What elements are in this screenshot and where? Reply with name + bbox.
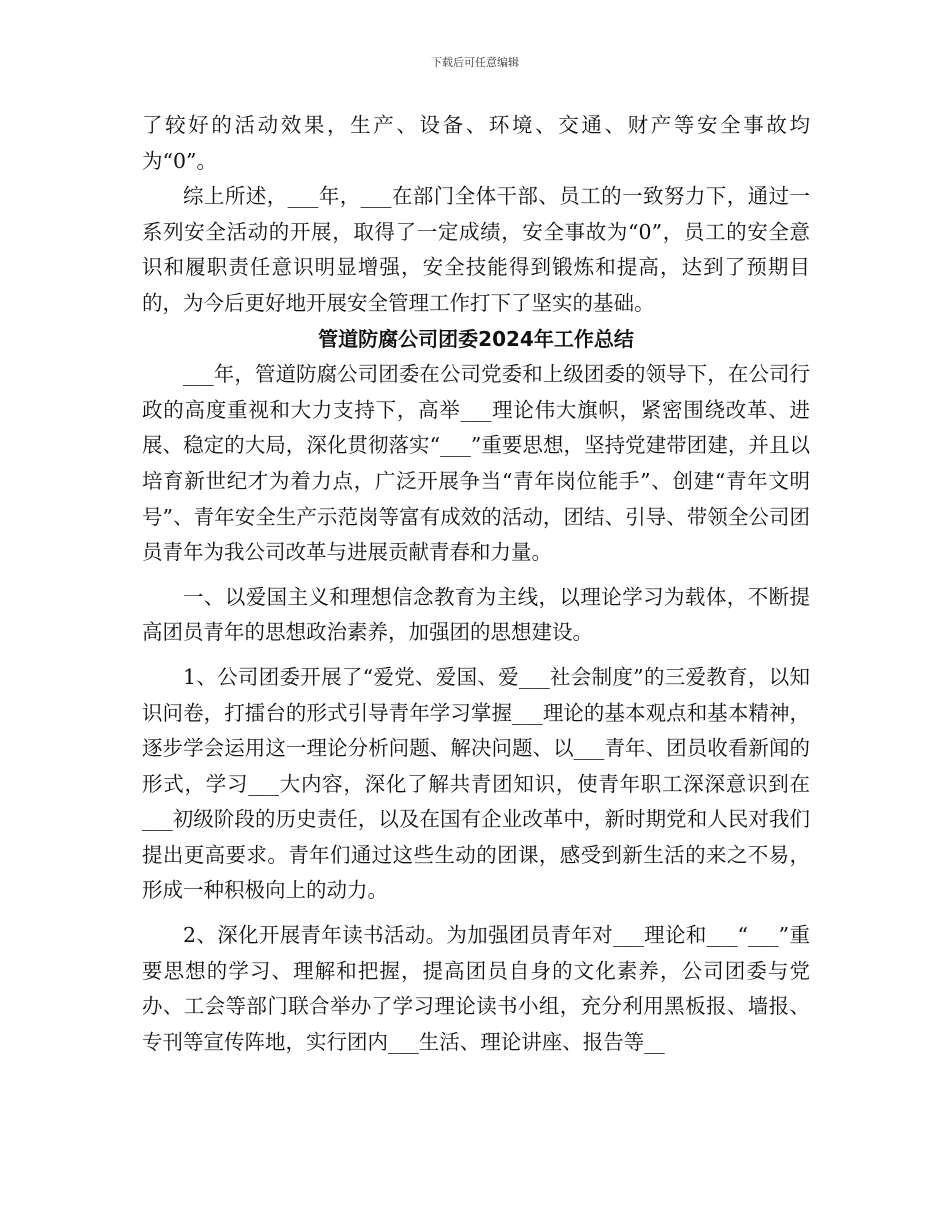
paragraph-conclusion: 综上所述，___年，___在部门全体干部、员工的一致努力下，通过一系列安全活动的开展，取得了一定成绩，安全事故为“0”，员工的安全意识和履职责任意识明显增强，安全技能得到锻炼和提高，达到了预期目的，为今后更好地开展安全管理工作打下了坚实的基础。 [142, 184, 810, 315]
paragraph-continued: 了较好的活动效果，生产、设备、环境、交通、财产等安全事故均为“0”。 [142, 113, 810, 173]
paragraph-item-1: 1、公司团委开展了“爱党、爱国、爱___社会制度”的三爱教育，以知识问卷，打擂台的形式引导青年学习掌握___理论的基本观点和基本精神，逐步学会运用这一理论分析问题、解决问题、以___青年、团员收看新闻的形式，学习___大内容，深化了解共青团知识，使青年职工深深意识到在___初级阶段的历史责任，以及在国有企业改革中，新时期党和人民对我们提出更高要求。青年们通过这些生动的团课，感受到新生活的来之不易，形成一种积极向上的动力。 [142, 664, 810, 903]
paragraph-intro: ___年，管道防腐公司团委在公司党委和上级团委的领导下，在公司行政的高度重视和大力支持下，高举___理论伟大旗帜，紧密围绕改革、进展、稳定的大局，深化贯彻落实“___”重要思想，坚持党建带团建，并且以培育新世纪才为着力点，广泛开展争当“青年岗位能手”、创建“青年文明号”、青年安全生产示范岗等富有成效的活动，团结、引导、带领全公司团员青年为我公司改革与进展贡献青春和力量。 [142, 362, 810, 565]
document-body [142, 108, 810, 1060]
paragraph-item-2: 2、深化开展青年读书活动。为加强团员青年对___理论和___“___”重要思想的学习、理解和把握，提高团员自身的文化素养，公司团委与党办、工会等部门联合举办了学习理论读书小组，充分利用黑板报、墙报、专刊等宣传阵地，实行团内___生活、理论讲座、报告等__ [142, 923, 810, 1054]
paragraph-section-heading: 一、以爱国主义和理想信念教育为主线，以理论学习为载体，不断提高团员青年的思想政治素养，加强团的思想建设。 [142, 584, 810, 645]
document-title: 管道防腐公司团委2024年工作总结 [318, 326, 634, 351]
page-header: 下载后可任意编辑 [431, 56, 519, 69]
